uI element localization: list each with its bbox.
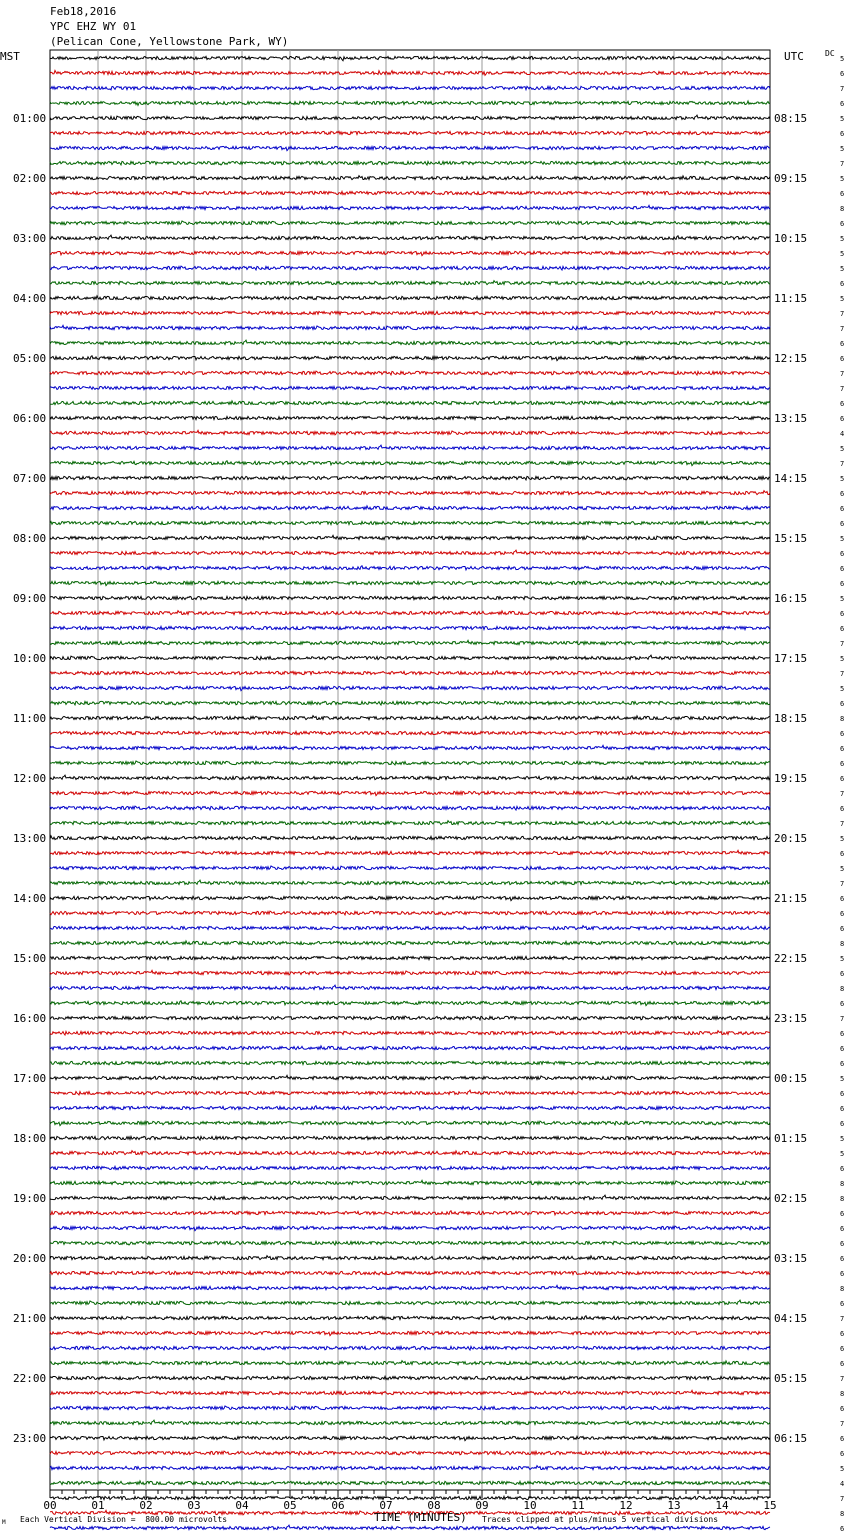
- hour-label-utc: 17:15: [774, 652, 808, 665]
- dc-offset-label: 6: [840, 1000, 845, 1008]
- hour-label-utc: 08:15: [774, 112, 808, 125]
- hour-label-mst: 07:00: [13, 472, 47, 485]
- dc-offset-label: 6: [840, 1120, 845, 1128]
- seismic-trace: [50, 461, 770, 466]
- dc-offset-label: 4: [840, 430, 845, 438]
- dc-offset-label: 6: [840, 910, 845, 918]
- dc-offset-label: 6: [840, 190, 845, 198]
- dc-offset-label: 8: [840, 1180, 845, 1188]
- seismic-trace: [50, 626, 770, 629]
- dc-offset-label: 6: [840, 1330, 845, 1338]
- dc-offset-label: 6: [840, 100, 845, 108]
- dc-offset-label: 7: [840, 640, 845, 648]
- hour-label-utc: 12:15: [774, 352, 808, 365]
- seismic-trace: [50, 70, 770, 75]
- dc-offset-label: 6: [840, 1255, 845, 1263]
- dc-offset-label: 6: [840, 610, 845, 618]
- dc-offset-label: 6: [840, 805, 845, 813]
- dc-offset-label: 7: [840, 370, 845, 378]
- hour-label-mst: 03:00: [13, 232, 47, 245]
- seismic-trace: [50, 1285, 770, 1290]
- dc-offset-label: 6: [840, 505, 845, 513]
- hour-label-utc: 22:15: [774, 952, 808, 965]
- x-tick-label: 07: [379, 1499, 393, 1512]
- hour-label-utc: 04:15: [774, 1312, 808, 1325]
- dc-offset-label: 5: [840, 1150, 845, 1158]
- seismic-trace: [50, 1001, 770, 1006]
- dc-offset-label: 6: [840, 1435, 845, 1443]
- dc-offset-label: 6: [840, 1165, 845, 1173]
- dc-offset-label: 6: [840, 700, 845, 708]
- hour-label-mst: 02:00: [13, 172, 47, 185]
- seismic-trace: [50, 176, 770, 180]
- hour-label-mst: 01:00: [13, 112, 47, 125]
- dc-offset-label: 5: [840, 1075, 845, 1083]
- dc-offset-label: 6: [840, 730, 845, 738]
- hour-label-utc: 00:15: [774, 1072, 808, 1085]
- dc-offset-label: 5: [840, 145, 845, 153]
- x-tick-label: 09: [475, 1499, 489, 1512]
- dc-offset-label: 8: [840, 940, 845, 948]
- hour-label-mst: 23:00: [13, 1432, 47, 1445]
- dc-offset-label: 7: [840, 85, 845, 93]
- hour-label-mst: 22:00: [13, 1372, 47, 1385]
- clipping-note: Traces clipped at plus/minus 5 vertical divisions: [482, 1515, 719, 1524]
- dc-offset-label: 6: [840, 1300, 845, 1308]
- dc-offset-label: 6: [840, 1360, 845, 1368]
- dc-offset-label: 6: [840, 970, 845, 978]
- seismic-trace: [50, 985, 770, 989]
- station-location: (Pelican Cone, Yellowstone Park, WY): [50, 35, 289, 48]
- dc-offset-label: 6: [840, 520, 845, 528]
- hour-label-mst: 18:00: [13, 1132, 47, 1145]
- dc-offset-label: 7: [840, 1315, 845, 1323]
- seismic-trace: [50, 476, 770, 480]
- seismic-trace: [50, 566, 770, 570]
- seismic-trace: [50, 235, 770, 240]
- seismic-trace: [50, 1466, 770, 1470]
- chart-date: Feb18,2016: [50, 5, 117, 18]
- dc-offset-label: 6: [840, 925, 845, 933]
- dc-offset-label: 6: [840, 1270, 845, 1278]
- dc-offset-label: 6: [840, 400, 845, 408]
- dc-offset-label: 6: [840, 1525, 845, 1533]
- dc-offset-label: 5: [840, 475, 845, 483]
- hour-label-utc: 01:15: [774, 1132, 808, 1145]
- vertical-scale-note: Each Vertical Division = 800.00 microvolts: [20, 1515, 228, 1524]
- seismic-trace: [50, 550, 770, 555]
- seismic-trace: [50, 1376, 770, 1379]
- dc-offset-label: 5: [840, 445, 845, 453]
- seismic-trace: [50, 1406, 770, 1410]
- hour-label-utc: 03:15: [774, 1252, 808, 1265]
- dc-offset-label: 6: [840, 775, 845, 783]
- dc-offset-label: 5: [840, 595, 845, 603]
- hour-label-utc: 06:15: [774, 1432, 808, 1445]
- dc-offset-label: 7: [840, 1420, 845, 1428]
- seismic-trace: [50, 1016, 770, 1020]
- seismic-trace: [50, 1195, 770, 1200]
- seismic-trace: [50, 101, 770, 105]
- seismic-trace: [50, 640, 770, 645]
- seismic-trace: [50, 1090, 770, 1095]
- x-tick-label: 13: [667, 1499, 681, 1512]
- dc-offset-label: 5: [840, 115, 845, 123]
- dc-offset-label: 6: [840, 70, 845, 78]
- station-id: YPC EHZ WY 01: [50, 20, 137, 33]
- dc-offset-label: 7: [840, 460, 845, 468]
- seismic-trace: [50, 1420, 770, 1424]
- dc-offset-label: 7: [840, 325, 845, 333]
- dc-offset-label: 7: [840, 1375, 845, 1383]
- hour-label-utc: 11:15: [774, 292, 808, 305]
- seismic-trace: [50, 430, 770, 435]
- seismic-trace: [50, 821, 770, 825]
- dc-offset-label: 6: [840, 1240, 845, 1248]
- dc-offset-label: 6: [840, 340, 845, 348]
- dc-offset-label: 5: [840, 685, 845, 693]
- seismic-trace: [50, 1390, 770, 1394]
- hour-label-utc: 05:15: [774, 1372, 808, 1385]
- x-axis-label: TIME (MINUTES): [374, 1511, 467, 1524]
- seismic-trace: [50, 1256, 770, 1260]
- seismic-trace: [50, 671, 770, 675]
- seismic-trace: [50, 115, 770, 120]
- dc-offset-label: 8: [840, 1285, 845, 1293]
- x-tick-label: 00: [43, 1499, 57, 1512]
- dc-offset-label: 5: [840, 865, 845, 873]
- seismic-trace: [50, 1331, 770, 1335]
- seismic-trace: [50, 1300, 770, 1305]
- x-tick-label: 10: [523, 1499, 537, 1512]
- dc-offset-label: 6: [840, 1405, 845, 1413]
- seismic-trace: [50, 806, 770, 810]
- hour-label-mst: 20:00: [13, 1252, 47, 1265]
- seismic-trace: [50, 1166, 770, 1169]
- dc-offset-label: 6: [840, 1225, 845, 1233]
- seismic-trace: [50, 1106, 770, 1110]
- dc-offset-label: 8: [840, 715, 845, 723]
- dc-offset-label: 6: [840, 1045, 845, 1053]
- dc-offset-label: 7: [840, 1015, 845, 1023]
- dc-offset-label: 7: [840, 820, 845, 828]
- seismic-trace: [50, 836, 770, 840]
- seismic-trace: [50, 611, 770, 615]
- hour-label-utc: 09:15: [774, 172, 808, 185]
- dc-offset-label: 7: [840, 1495, 845, 1503]
- dc-offset-label: 6: [840, 1450, 845, 1458]
- seismic-trace: [50, 1451, 770, 1455]
- x-tick-label: 12: [619, 1499, 633, 1512]
- dc-offset-label: 6: [840, 1105, 845, 1113]
- dc-offset-label: 8: [840, 1390, 845, 1398]
- dc-offset-label: 6: [840, 1030, 845, 1038]
- seismic-trace: [50, 745, 770, 750]
- dc-offset-label: 5: [840, 835, 845, 843]
- seismic-trace: [50, 146, 770, 151]
- x-tick-label: 06: [331, 1499, 345, 1512]
- seismic-trace: [50, 1316, 770, 1320]
- seismic-trace: [50, 1180, 770, 1185]
- x-tick-label: 11: [571, 1499, 585, 1512]
- x-tick-label: 02: [139, 1499, 153, 1512]
- dc-offset-label: 4: [840, 1480, 845, 1488]
- seismic-trace: [50, 491, 770, 495]
- seismic-trace: [50, 386, 770, 390]
- hour-label-utc: 23:15: [774, 1012, 808, 1025]
- x-tick-label: 03: [187, 1499, 201, 1512]
- hour-label-utc: 19:15: [774, 772, 808, 785]
- seismic-trace: [50, 926, 770, 930]
- seismic-trace: [50, 56, 770, 60]
- hour-label-utc: 18:15: [774, 712, 808, 725]
- dc-offset-label: 8: [840, 985, 845, 993]
- seismic-trace: [50, 941, 770, 945]
- hour-label-utc: 16:15: [774, 592, 808, 605]
- hour-label-mst: 15:00: [13, 952, 47, 965]
- x-tick-label: 15: [763, 1499, 777, 1512]
- dc-offset-label: 6: [840, 130, 845, 138]
- x-tick-label: 04: [235, 1499, 249, 1512]
- seismic-trace: [50, 131, 770, 135]
- seismic-trace: [50, 1271, 770, 1274]
- dc-offset-label: 5: [840, 295, 845, 303]
- seismic-trace: [50, 775, 770, 780]
- seismic-trace: [50, 1481, 770, 1485]
- seismic-trace: [50, 1226, 770, 1231]
- hour-label-utc: 14:15: [774, 472, 808, 485]
- dc-offset-label: 6: [840, 280, 845, 288]
- seismic-trace: [50, 701, 770, 705]
- dc-offset-label: 6: [840, 895, 845, 903]
- seismic-trace: [50, 205, 770, 209]
- seismic-trace: [50, 506, 770, 510]
- seismic-trace: [50, 251, 770, 255]
- hour-label-mst: 04:00: [13, 292, 47, 305]
- dc-offset-label: 6: [840, 565, 845, 573]
- seismic-trace: [50, 325, 770, 330]
- x-tick-label: 05: [283, 1499, 297, 1512]
- seismic-trace: [50, 1436, 770, 1440]
- hour-label-utc: 20:15: [774, 832, 808, 845]
- seismic-trace: [50, 191, 770, 194]
- dc-offset-label: 6: [840, 220, 845, 228]
- seismic-trace: [50, 1346, 770, 1350]
- dc-offset-label: 6: [840, 745, 845, 753]
- dc-offset-label: 7: [840, 880, 845, 888]
- seismic-trace: [50, 880, 770, 884]
- dc-offset-label: 7: [840, 160, 845, 168]
- seismic-trace: [50, 731, 770, 734]
- seismic-trace: [50, 956, 770, 959]
- dc-offset-label: 6: [840, 1060, 845, 1068]
- hour-label-mst: 14:00: [13, 892, 47, 905]
- dc-offset-label: 6: [840, 415, 845, 423]
- hour-label-mst: 17:00: [13, 1072, 47, 1085]
- hour-label-mst: 16:00: [13, 1012, 47, 1025]
- hour-label-utc: 15:15: [774, 532, 808, 545]
- seismic-trace: [50, 1211, 770, 1215]
- seismic-trace: [50, 281, 770, 285]
- seismic-trace: [50, 535, 770, 540]
- seismic-trace: [50, 970, 770, 975]
- seismic-trace: [50, 1525, 770, 1529]
- seismic-trace: [50, 791, 770, 795]
- dc-offset-label: 8: [840, 205, 845, 213]
- dc-offset-label: 5: [840, 655, 845, 663]
- hour-label-mst: 11:00: [13, 712, 47, 725]
- dc-offset-label: 5: [840, 1135, 845, 1143]
- seismic-trace: [50, 416, 770, 419]
- seismic-trace: [50, 296, 770, 300]
- dc-offset-label: 6: [840, 1345, 845, 1353]
- seismic-trace: [50, 161, 770, 165]
- seismic-trace: [50, 266, 770, 270]
- dc-offset-label: 6: [840, 550, 845, 558]
- hour-label-mst: 19:00: [13, 1192, 47, 1205]
- dc-offset-label: 5: [840, 250, 845, 258]
- seismic-trace: [50, 911, 770, 915]
- hour-label-utc: 21:15: [774, 892, 808, 905]
- seismic-trace: [50, 1075, 770, 1080]
- dc-offset-label: 5: [840, 235, 845, 243]
- dc-offset-label: 7: [840, 790, 845, 798]
- dc-offset-label: 5: [840, 175, 845, 183]
- seismic-trace: [50, 340, 770, 344]
- dc-offset-label: 5: [840, 265, 845, 273]
- hour-label-utc: 02:15: [774, 1192, 808, 1205]
- dc-offset-label: 5: [840, 1465, 845, 1473]
- right-timezone-label: UTC: [784, 50, 804, 63]
- dc-offset-label: 6: [840, 355, 845, 363]
- dc-offset-label: 6: [840, 850, 845, 858]
- seismic-trace: [50, 445, 770, 449]
- dc-offset-label: 5: [840, 535, 845, 543]
- hour-label-mst: 06:00: [13, 412, 47, 425]
- left-timezone-label: MST: [0, 50, 20, 63]
- hour-label-mst: 05:00: [13, 352, 47, 365]
- seismic-trace: [50, 896, 770, 900]
- seismic-trace: [50, 1496, 770, 1499]
- seismic-trace: [50, 686, 770, 691]
- seismic-trace: [50, 1241, 770, 1245]
- dc-offset-label: 6: [840, 1210, 845, 1218]
- seismic-trace: [50, 655, 770, 660]
- seismic-trace: [50, 521, 770, 524]
- dc-offset-label: 8: [840, 1510, 845, 1518]
- seismic-trace: [50, 761, 770, 765]
- hour-label-mst: 09:00: [13, 592, 47, 605]
- seismic-trace: [50, 1031, 770, 1035]
- footer-left-mark: M: [2, 1519, 6, 1526]
- dc-offset-label: 6: [840, 625, 845, 633]
- x-tick-label: 01: [91, 1499, 105, 1512]
- seismic-trace: [50, 850, 770, 854]
- seismic-trace: [50, 1046, 770, 1050]
- dc-offset-label: 6: [840, 1090, 845, 1098]
- seismic-trace: [50, 356, 770, 361]
- seismic-trace: [50, 716, 770, 720]
- hour-label-utc: 13:15: [774, 412, 808, 425]
- seismic-trace: [50, 1361, 770, 1365]
- dc-offset-header: DC: [825, 49, 835, 58]
- dc-offset-label: 6: [840, 490, 845, 498]
- seismic-trace: [50, 1121, 770, 1126]
- dc-offset-label: 6: [840, 580, 845, 588]
- seismic-trace: [50, 311, 770, 314]
- hour-label-utc: 10:15: [774, 232, 808, 245]
- dc-offset-label: 7: [840, 310, 845, 318]
- hour-label-mst: 13:00: [13, 832, 47, 845]
- seismic-trace: [50, 371, 770, 375]
- seismic-trace: [50, 866, 770, 870]
- seismic-trace: [50, 1151, 770, 1155]
- x-tick-label: 08: [427, 1499, 441, 1512]
- hour-label-mst: 21:00: [13, 1312, 47, 1325]
- seismic-trace: [50, 581, 770, 586]
- dc-offset-label: 5: [840, 955, 845, 963]
- hour-label-mst: 08:00: [13, 532, 47, 545]
- hour-label-mst: 10:00: [13, 652, 47, 665]
- hour-label-mst: 12:00: [13, 772, 47, 785]
- dc-offset-label: 5: [840, 55, 845, 63]
- seismic-trace: [50, 596, 770, 600]
- seismic-trace: [50, 401, 770, 405]
- dc-offset-label: 6: [840, 760, 845, 768]
- seismic-trace: [50, 1136, 770, 1140]
- seismic-trace: [50, 1061, 770, 1064]
- dc-offset-label: 8: [840, 1195, 845, 1203]
- dc-offset-label: 7: [840, 670, 845, 678]
- seismic-trace: [50, 86, 770, 90]
- dc-offset-label: 7: [840, 385, 845, 393]
- x-tick-label: 14: [715, 1499, 729, 1512]
- seismic-trace: [50, 221, 770, 225]
